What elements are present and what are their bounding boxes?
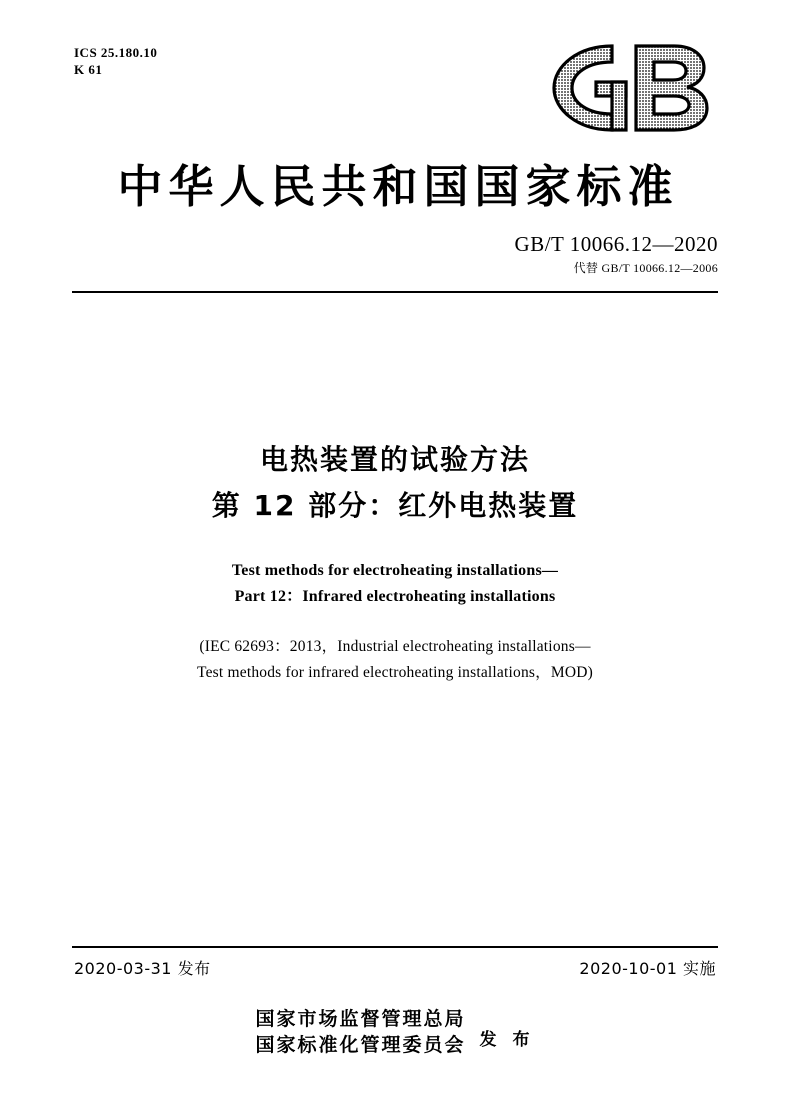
ics-classification-block [74,44,157,78]
ccs-number: K 61 [74,62,103,77]
publisher-name-1: 国家市场监督管理总局 [255,1008,466,1030]
issue-date: 2020-03-31 发布 [74,959,211,978]
standard-number-block [515,232,718,276]
standard-replaces: 代替 GB/T 10066.12—2006 [573,261,718,275]
divider-top [72,291,718,293]
document-title-chinese-line1: 电热装置的试验方法 [259,443,530,476]
standard-number: GB/T 10066.12—2020 [514,232,718,256]
document-title-english-line1: Test methods for electroheating installations— [231,562,559,579]
document-title-english-line2: Part 12：Infrared electroheating installations [234,588,556,605]
gb-emblem-icon [540,40,720,136]
implementation-date: 2020-10-01 实施 [579,959,716,978]
document-title-chinese-line2: 第 12 部分：红外电热装置 [211,489,579,522]
iec-correspondence-note [0,634,790,686]
ics-number: ICS 25.180.10 [74,45,158,60]
national-standard-title: 中华人民共和国国家标准 [117,160,679,213]
document-title-english [0,558,790,610]
publisher-names [256,1006,466,1058]
publisher-name-2: 国家标准化管理委员会 [255,1034,466,1056]
iec-correspondence-line2: Test methods for infrared electroheating installations，MOD) [197,664,593,681]
publisher-verb: 发 布 [479,1029,535,1050]
publisher-block [0,1006,790,1058]
document-title-chinese [0,437,790,529]
divider-bottom [72,946,718,948]
iec-correspondence-line1: (IEC 62693：2013，Industrial electroheating installations— [199,638,591,655]
